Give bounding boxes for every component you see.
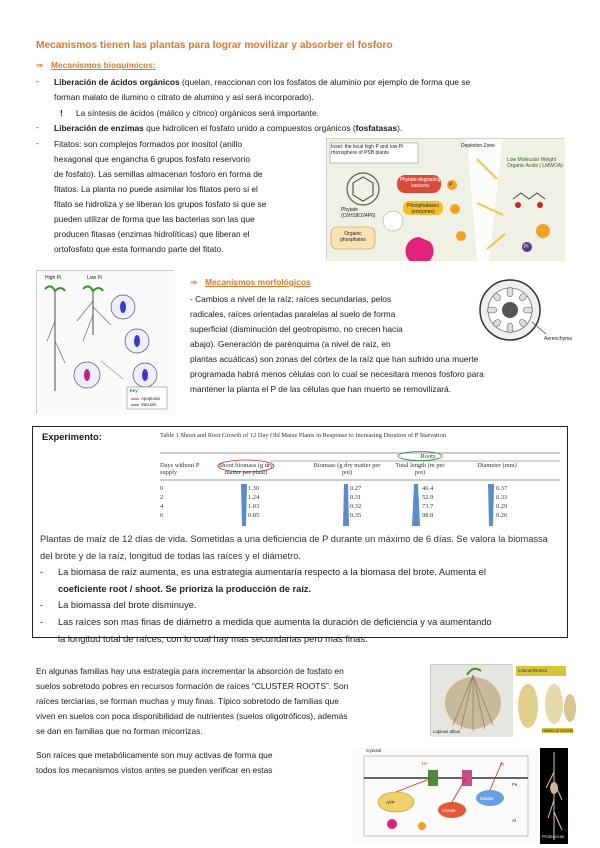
diagram-label-pi: Pi [500,762,505,767]
legend-key: Key: [130,388,139,393]
col-length: Total length (m per pot) [395,462,445,476]
phytate-label: Phytate [341,207,358,213]
bullet-dash: - [40,600,44,610]
phytate-figure [326,138,564,260]
paragraph-cluster-metabolism: Son raíces que metabólicamente son muy activas de forma que todos los mecanismos vistos antes se pueden verificar en estas [36,750,273,775]
photo-label-hakea: Hakea prostrata [542,728,574,733]
organic-label: Organic phosphates [340,231,366,243]
bullet-dash: - [36,138,39,148]
table-cell: 73.7 [422,503,434,510]
paragraph-morfologicos-wide: plantas acuáticas) son zonas del córtex de la raíz que han sufrido una muerte programada habrá menos células con lo cual se necesitara menos fosforo para mantener la planta el P de las células que han muerto se removilizará. [190,354,484,394]
bullet-dash: - [40,567,44,577]
table-title: Table 1 Shoot and Root Growth of 12 Day Old Maize Plants in Response to Increasing Duration of P Starvation [160,432,446,439]
table-cell: 52.9 [422,494,434,501]
legend-vacuole: Vacuole [141,402,157,407]
diagram-label-atp: ATP [386,800,395,805]
table-cell: 1.03 [248,503,260,510]
diagram-label-al: Al [512,818,517,823]
p-label: P [449,182,453,188]
paragraph-acidos: Liberación de ácidos orgánicos (quelan, reaccionan con los fosfatos de aluminio por ejemplo de forma que se forman malato de ilumino o citrato de alumino y así será incorporado). [54,77,471,102]
photo-label-proteaceae: Proteaceae [542,834,565,839]
table-cell: 1.30 [248,485,260,492]
paragraph-cluster-roots: En algunas familias hay una estrategia para incrementar la absorción de fosfato en suelos sobretodo pobres en recursos formación de raíces “CLUSTER ROOTS”. Son raíces terciarias, se forman muchas y muy finas. Típico sobretodo de familias que viven en suelos con poca disponibilidad de nutrientes (suelos oligotróficos), además se dan en familias que no forman micorrizas. [36,666,349,736]
aerenchyma-label: Aerenchyma [544,336,573,342]
note-text: La síntesis de ácidos (málico y cítrico) orgánicos será importante. [76,108,319,118]
bullet-dash: - [40,617,44,627]
table-cell: 0.26 [496,512,508,519]
bacteria-label: Phytate-degrading bacteria [399,177,441,189]
high-pi-label: High Pi [45,275,62,281]
experiment-label: Experimento: [42,431,102,442]
table-cell: 0.27 [350,485,362,492]
depletion-zone-label: Depletion Zone [461,143,495,149]
table-cell: 0.37 [496,485,508,492]
legend-apoptosis: Apoptosis [141,396,161,401]
note-mark: ! [60,108,63,118]
table-cell: 0.31 [350,494,362,501]
experiment-intro: Plantas de maíz de 12 días de vida. Sometidas a una deficiencia de P durante un máximo de 6 días. Se valora la biomassa del brote y de la raíz, longitud de todas las raíces y el diámetro. [40,534,548,561]
paragraph-morfologicos: - Cambios a nivel de la raíz: raíces secundarias, pelos radicales, raíces orientadas paralelas al suelo de forma superficial (disminución del geotropismo, no crecen hacia abajo). Generación de parénquima (a nivel de raíz, en [190,294,403,349]
table-cell: 46.4 [422,485,434,492]
table-cell: 0.33 [496,494,508,501]
data-table [160,450,560,530]
table-cell: 0.32 [350,503,362,510]
paragraph-fitatos: Fitatos: son complejos formados por inositol (anillo hexagonal que engancha 6 grupos fosfato reservorio de fosfato). Las semillas almacenan fosforo en forma de fitatos. La planta no puede asimilar los fitatos pero si el fitato se hidroliza y se liberan los grupos fosfato si que se pueden utilizar de forma que las bacterias son las que producen fitasas (enzimas hidrolíticas) que liberan el ortofosfato que esta formando parte del fitato. [54,139,267,254]
root-growth-figure [36,270,174,414]
cluster-metabolism-figure [352,748,538,844]
low-pi-label: Low Pi [87,275,103,281]
paragraph-enzimas: Liberación de enzimas que hidrolicen el fosfato unido a compuestos orgánicos (fosfatasas). [54,123,403,133]
experiment-bullet-2: La biomassa del brote disminuye. [58,600,197,610]
lmwoa-label: Low Molecular Weight Organic Acids ( LMWOA) [507,157,563,169]
root-photo-drawing [540,748,568,844]
root-diagram [37,271,175,415]
pi-label: Pi [524,244,529,250]
photo-label-cotoneriformes: cotoneriformes [518,668,548,673]
table-cell: 1.24 [248,494,260,501]
diagram-label-malate: Malate [480,796,494,801]
phytate-formula: (C6H18O24P6) [341,213,376,219]
diagram-label-h: H+ [422,761,429,766]
col-days: Days without P supply [160,462,200,476]
diagram-label-cytosol: Cytosol [366,748,382,753]
diagram-label-citrate: Citrate [442,808,456,813]
table-cell: 4 [160,503,164,510]
diagram-label-fe: Fe [512,782,518,787]
arrow-icon: ⇒ [190,277,198,287]
experiment-bullet-1: La biomasa de raíz aumenta, es una estrategia aumentaría respecto a la biomasa del brote. Aumenta el coeficiente root / shoot. Se prioriza la producción de raíz. [58,567,486,594]
col-shoot: Shoot biomass (g dry matter per plant) [218,462,274,476]
arrow-icon: ⇒ [36,60,44,70]
table-cell: 2 [160,494,164,501]
cluster-root-photo [430,664,512,736]
table-cell: 0.35 [350,512,362,519]
phosphatase-label: Phosphatases (enzymes) [407,203,439,215]
cluster-root-photo-2 [516,664,576,740]
page-title: Mecanismos tienen las plantas para lograr movilizar y absorber el fosforo [36,40,393,51]
table-cell: 0 [160,485,164,492]
bullet-dash: - [36,76,39,86]
experiment-bullet-3: Las raíces son mas finas de diámetro a medida que aumenta la duración de deficiencia y va aumentando la longitud total de raíces, con lo cual hay mas secundarias pero mas finas. [58,617,492,644]
table-cell: 98.8 [422,512,434,519]
table-cell: 6 [160,512,164,519]
table-cell: 0.85 [248,512,260,519]
metabolism-diagram [352,748,538,844]
bullet-dash: - [36,122,39,132]
table-cell: 0.29 [496,503,508,510]
photo-label-lupinus: Lupinus albus [433,729,461,734]
root-photo [540,748,568,844]
col-diameter: Diameter (mm) [477,462,517,469]
cluster-root-drawing [431,665,513,737]
col-biomass: Biomass (g dry matter per pot) [313,462,381,476]
section-heading-morfologicos: ⇒ Mecanismos morfológicos [190,277,311,287]
section-heading-bioquimicos: ⇒ Mecanismos bioquímicos: [36,60,156,70]
inset-text: Inset: the local high P and low Pi rhizosphere of PSB plants [331,144,404,156]
aerenchyma-figure [474,276,572,346]
roots-header: Roots [420,453,436,460]
